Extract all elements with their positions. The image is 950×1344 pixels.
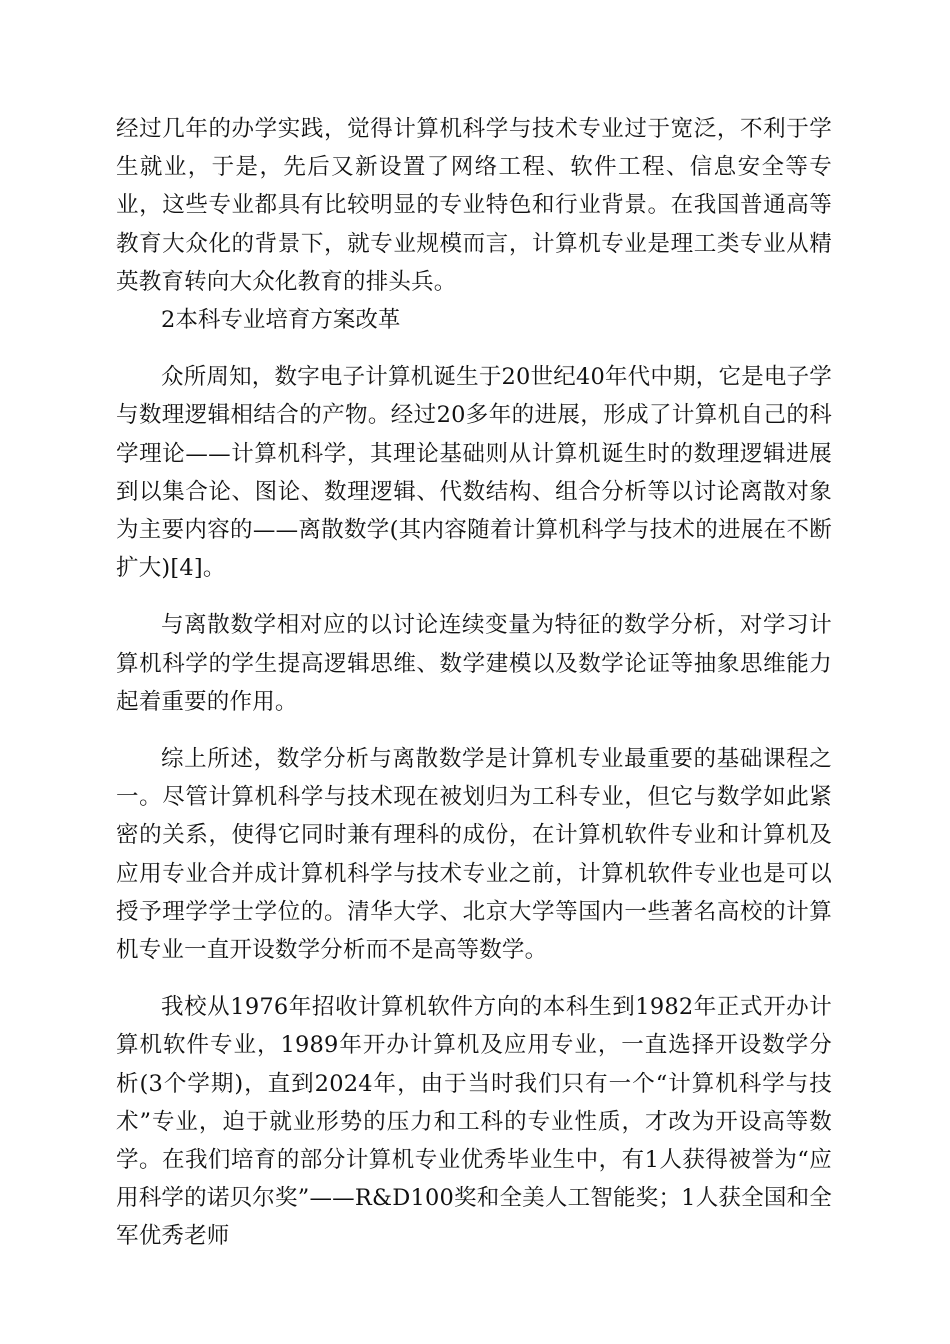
document-body <box>116 110 832 1256</box>
paragraph-2: 众所周知，数字电子计算机诞生于20世纪40年代中期，它是电子学与数理逻辑相结合的产物。经过20多年的进展，形成了计算机自己的科学理论——计算机科学，其理论基础则从计算机诞生时的数理逻辑进展到以集合论、图论、数理逻辑、代数结构、组合分析等以讨论离散对象为主要内容的——离散数学(其内容随着计算机科学与技术的进展在不断扩大)[4]。 <box>116 364 832 582</box>
paragraph-4: 综上所述，数学分析与离散数学是计算机专业最重要的基础课程之一。尽管计算机科学与技术现在被划归为工科专业，但它与数学如此紧密的关系，使得它同时兼有理科的成份，在计算机软件专业和计算机及应用专业合并成计算机科学与技术专业之前，计算机软件专业也是可以授予理学学士学位的。清华大学、北京大学等国内一些著名高校的计算机专业一直开设数学分析而不是高等数学。 <box>116 746 832 964</box>
section-heading: 2本科专业培育方案改革 <box>161 307 401 334</box>
paragraph-5: 我校从1976年招收计算机软件方向的本科生到1982年正式开办计算机软件专业，1989年开办计算机及应用专业，一直选择开设数学分析(3个学期)，直到2024年，由于当时我们只有一个“计算机科学与技术”专业，迫于就业形势的压力和工科的专业性质，才改为开设高等数学。在我们培育的部分计算机专业优秀毕业生中，有1人获得被誉为“应用科学的诺贝尔奖”——R&D100奖和全美人工智能奖；1人获全国和全军优秀老师 <box>116 994 832 1250</box>
paragraph-1: 经过几年的办学实践，觉得计算机科学与技术专业过于宽泛，不利于学生就业，于是，先后又新设置了网络工程、软件工程、信息安全等专业，这些专业都具有比较明显的专业特色和行业背景。在我国普通高等教育大众化的背景下，就专业规模而言，计算机专业是理工类专业从精英教育转向大众化教育的排头兵。 <box>116 116 832 295</box>
paragraph-3: 与离散数学相对应的以讨论连续变量为特征的数学分析，对学习计算机科学的学生提高逻辑思维、数学建模以及数学论证等抽象思维能力起着重要的作用。 <box>116 612 832 715</box>
